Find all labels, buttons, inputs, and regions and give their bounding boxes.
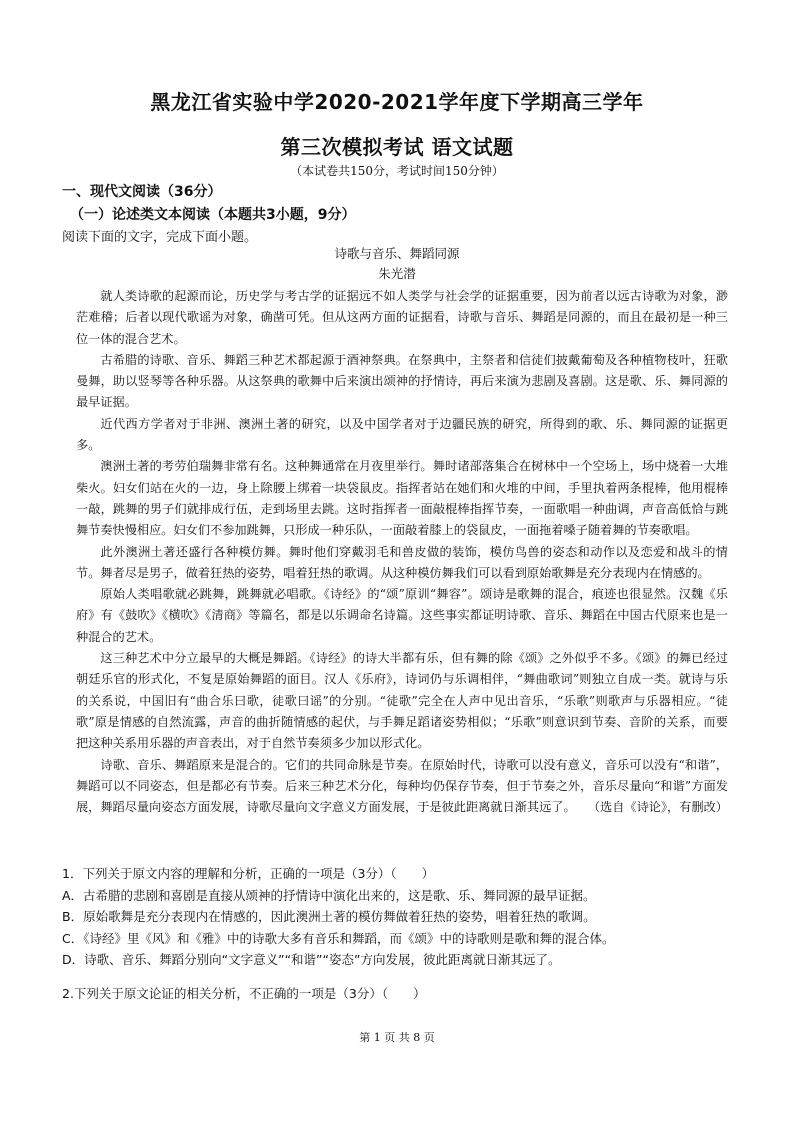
article-paragraph: 诗歌、音乐、舞蹈原来是混合的。它们的共同命脉是节奏。在原始时代，诗歌可以没有意义，音乐可以没有“和谐”，舞蹈可以不同姿态，但是都必有节奏。后来三种艺术分化，每种均仍保存节奏，但于节奏之外，音乐尽量向“和谐”方面发展，舞蹈尽量向姿态方面发展，诗歌尽量向文字意义方面发展，于是彼此距离就日渐其远了。 (76, 757, 728, 815)
page-number: 第 1 页 共 8 页 (359, 1031, 435, 1044)
article-paragraph: 此外澳洲土著还盛行各种模仿舞。舞时他们穿戴羽毛和兽皮做的装饰，模仿鸟兽的姿态和动作以及恋爱和战斗的情节。舞者尽是男子，做着狂热的姿势，唱着狂热的歌调。从这种模仿舞我们可以看到原始歌舞是充分表现内在情感的。 (76, 544, 728, 580)
question-1-stem: 1．下列关于原文内容的理解和分析，正确的一项是（3分）（ ） (62, 866, 435, 881)
article-body (76, 286, 728, 818)
article-paragraph: 就人类诗歌的起源而论，历史学与考古学的证据远不如人类学与社会学的证据重要，因为前者以远古诗歌为对象，渺茫难稽；后者以现代歌谣为对象，确凿可凭。但从这两方面的证据看，诗歌与音乐、舞蹈是同源的，而且在最初是一种三位一体的混合艺术。 (76, 289, 728, 346)
article-author: 朱光潜 (378, 266, 416, 281)
exam-title-line1: 黑龙江省实验中学2020-2021学年度下学期高三学年 (150, 90, 644, 114)
article-paragraph: 澳洲土著的考劳伯瑞舞非常有名。这种舞通常在月夜里举行。舞时诸部落集合在树林中一个空场上，场中烧着一大堆柴火。妇女们站在火的一边，身上除腰上绑着一块袋鼠皮。指挥者站在她们和火堆的中间，手里执着两条棍棒，他用棍棒一敲，跳舞的男子们就排成行伍，走到场里去跳。这时指挥者一面敲棍棒指挥节奏，一面歌唱一种曲调，声音高低恰与跳舞节奏快慢相应。妇女们不参加跳舞，只形成一种乐队，一面敲着膝上的袋鼠皮，一面拖着嗓子随着舞的节奏歌唱。 (76, 459, 728, 538)
questions-block (62, 863, 742, 1004)
question-1-option-c: C．《诗经》里《风》和《雅》中的诗歌大多有音乐和舞蹈，而《颂》中的诗歌则是歌和舞的混合体。 (62, 930, 615, 946)
article-paragraph: 近代西方学者对于非洲、澳洲土著的研究，以及中国学者对于边疆民族的研究，所得到的歌、乐、舞同源的证据更多。 (76, 416, 728, 453)
article-title: 诗歌与音乐、舞蹈同源 (334, 246, 460, 261)
question-1-option-a: A．古希腊的悲剧和喜剧是直接从颂神的抒情诗中演化出来的，这是歌、乐、舞同源的最早证据。 (62, 887, 596, 903)
exam-title-line2: 第三次模拟考试 语文试题 (280, 135, 514, 159)
article-source: （选自《诗论》，有删改） (587, 800, 728, 815)
question-2-stem: 2.下列关于原文论证的相关分析，不正确的一项是（3分）（ ） (62, 985, 426, 1001)
question-1-option-d: D．诗歌、音乐、舞蹈分别向“文字意义”“和谐”“姿态”方向发展，彼此距离就日渐其远了。 (62, 952, 561, 967)
article-paragraph: 原始人类唱歌就必跳舞，跳舞就必唱歌。《诗经》的“颂”原训“舞容”。颂诗是歌舞的混合，痕迹也很显然。汉魏《乐府》有《鼓吹》《横吹》《清商》等篇名，都是以乐调命名诗篇。这些事实都证明诗歌、音乐、舞蹈在中国古代原来也是一种混合的艺术。 (76, 587, 728, 644)
exam-subtitle: （本试卷共150分，考试时间150分钟） (290, 164, 504, 178)
question-1-option-b: B．原始歌舞是充分表现内在情感的，因此澳洲土著的模仿舞做着狂热的姿势，唱着狂热的歌调。 (62, 909, 596, 924)
section-heading: 一、现代文阅读（36分） (62, 184, 222, 200)
reading-instruction: 阅读下面的文字，完成下面小题。 (62, 230, 258, 245)
article-paragraph: 古希腊的诗歌、音乐、舞蹈三种艺术都起源于酒神祭典。在祭典中，主祭者和信徒们披戴葡萄及各种植物枝叶，狂歌曼舞，助以竖琴等各种乐器。从这祭典的歌舞中后来演出颂神的抒情诗，再后来演为悲剧及喜剧。这是歌、乐、舞同源的最早证据。 (76, 352, 728, 410)
article-paragraph: 这三种艺术中分立最早的大概是舞蹈。《诗经》的诗大半都有乐，但有舞的除《颂》之外似乎不多。《颂》的舞已经过朝廷乐官的形式化，不复是原始舞蹈的面目。汉人《乐府》，诗词仍与乐调相伴，“舞曲歌词”则独立自成一类。就诗与乐的关系说，中国旧有“曲合乐曰歌，徒歌曰谣”的分别。“徒歌”完全在人声中见出音乐，“乐歌”则歌声与乐器相应。“徒歌”原是情感的自然流露，声音的曲折随情感的起伏，与手舞足蹈诸姿势相似；“乐歌”则意识到节奏、音阶的关系，而要把这种关系用乐器的声音表出，对于自然节奏须多少加以形式化。 (76, 651, 728, 751)
section-subheading: （一）论述类文本阅读（本题共3小题，9分） (70, 207, 356, 223)
